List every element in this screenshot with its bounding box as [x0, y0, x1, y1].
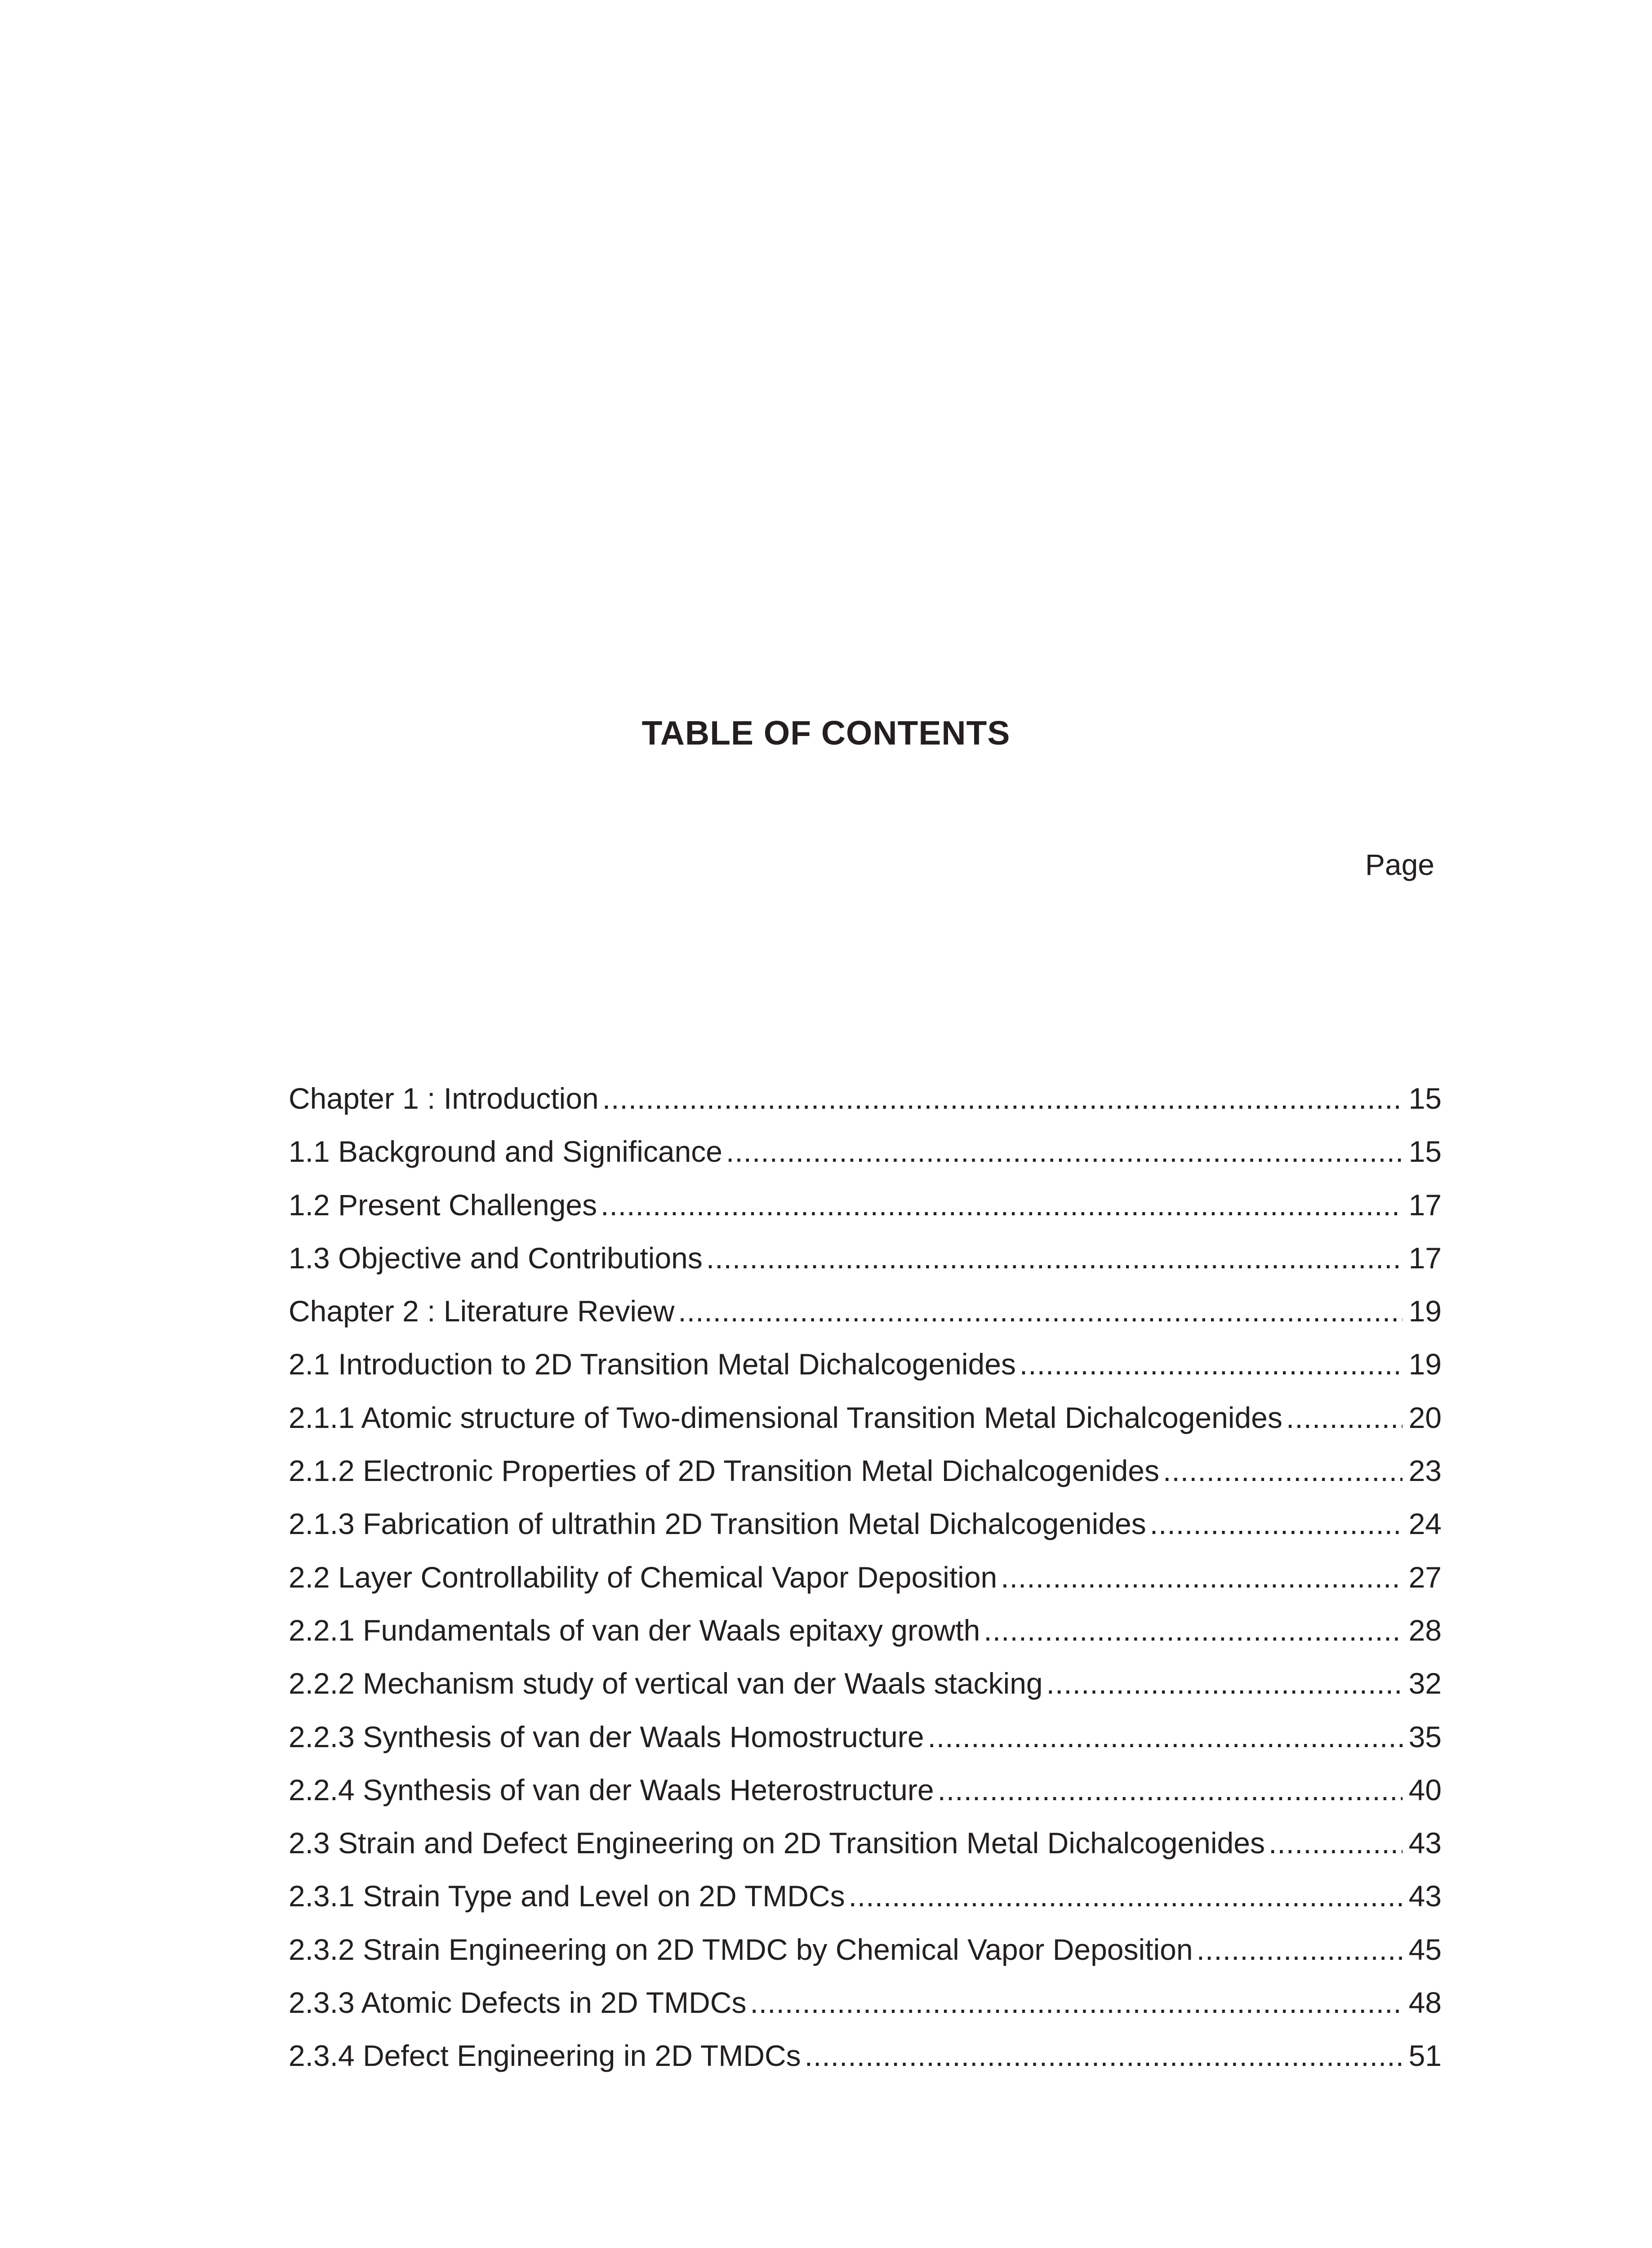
toc-entry[interactable]: [289, 1185, 1442, 1238]
toc-entry-label: 2.3.2 Strain Engineering on 2D TMDC by Chemical Vapor Deposition: [289, 1932, 1193, 1966]
page-column-label: Page: [1365, 848, 1434, 881]
toc-entry[interactable]: [289, 1717, 1442, 1770]
toc-entry-page: 17: [1408, 1188, 1442, 1222]
toc-entry-label: 2.2.3 Synthesis of van der Waals Homostructure: [289, 1720, 924, 1753]
toc-entry[interactable]: [289, 1557, 1442, 1610]
toc-entry-page: 35: [1408, 1720, 1442, 1753]
toc-entry[interactable]: [289, 1397, 1442, 1450]
toc-entry-label: 2.1.2 Electronic Properties of 2D Transition Metal Dichalcogenides: [289, 1454, 1159, 1488]
dot-leader: [849, 1876, 1403, 1916]
toc-entry[interactable]: [289, 1876, 1442, 1929]
dot-leader: [602, 1078, 1403, 1119]
toc-entry-label: 2.2.1 Fundamentals of van der Waals epitaxy growth: [289, 1613, 980, 1647]
dot-leader: [1163, 1450, 1403, 1491]
dot-leader: [678, 1291, 1402, 1331]
toc-entry-label: Chapter 1 : Introduction: [289, 1082, 599, 1115]
toc-entry[interactable]: [289, 1238, 1442, 1291]
toc-entry[interactable]: [289, 1078, 1442, 1131]
toc-list: [289, 1078, 1442, 2089]
toc-entry[interactable]: [289, 1503, 1442, 1557]
dot-leader: [938, 1770, 1403, 1810]
dot-leader: [984, 1610, 1402, 1650]
toc-entry[interactable]: [289, 1344, 1442, 1397]
toc-entry-label: 2.2 Layer Controllability of Chemical Vapor Deposition: [289, 1560, 997, 1594]
toc-entry-page: 43: [1408, 1879, 1442, 1913]
toc-entry-label: Chapter 2 : Literature Review: [289, 1294, 675, 1328]
toc-entry-page: 24: [1408, 1507, 1442, 1541]
dot-leader: [1020, 1344, 1403, 1384]
toc-entry[interactable]: [289, 1823, 1442, 1876]
toc-entry-label: 2.2.2 Mechanism study of vertical van der Waals stacking: [289, 1667, 1043, 1700]
toc-entry-label: 2.3.1 Strain Type and Level on 2D TMDCs: [289, 1879, 845, 1913]
toc-entry-page: 32: [1408, 1667, 1442, 1700]
toc-entry-label: 2.1.3 Fabrication of ultrathin 2D Transition Metal Dichalcogenides: [289, 1507, 1146, 1541]
dot-leader: [706, 1238, 1403, 1278]
dot-leader: [1269, 1823, 1403, 1863]
dot-leader: [601, 1185, 1402, 1225]
toc-entry-page: 19: [1408, 1294, 1442, 1328]
toc-entry-page: 51: [1408, 2039, 1442, 2073]
toc-entry-label: 2.3 Strain and Defect Engineering on 2D Transition Metal Dichalcogenides: [289, 1826, 1265, 1860]
toc-entry-page: 48: [1408, 1986, 1442, 2020]
toc-entry-page: 17: [1408, 1241, 1442, 1275]
dot-leader: [1197, 1929, 1403, 1970]
toc-entry-label: 2.3.4 Defect Engineering in 2D TMDCs: [289, 2039, 801, 2073]
dot-leader: [1286, 1397, 1403, 1438]
toc-entry-page: 45: [1408, 1932, 1442, 1966]
toc-entry-label: 1.3 Objective and Contributions: [289, 1241, 703, 1275]
toc-entry-page: 15: [1408, 1135, 1442, 1169]
dot-leader: [750, 1982, 1402, 2023]
toc-entry-page: 23: [1408, 1454, 1442, 1488]
toc-entry[interactable]: [289, 1982, 1442, 2035]
toc-entry-label: 2.2.4 Synthesis of van der Waals Heterostructure: [289, 1773, 934, 1806]
toc-entry-page: 19: [1408, 1347, 1442, 1381]
toc-entry[interactable]: [289, 1770, 1442, 1823]
toc-entry[interactable]: [289, 1610, 1442, 1663]
toc-entry-page: 28: [1408, 1613, 1442, 1647]
toc-entry-page: 27: [1408, 1560, 1442, 1594]
toc-entry[interactable]: [289, 1450, 1442, 1503]
toc-entry[interactable]: [289, 2035, 1442, 2088]
dot-leader: [805, 2035, 1403, 2076]
dot-leader: [928, 1717, 1403, 1757]
dot-leader: [1001, 1557, 1402, 1597]
toc-entry-label: 2.3.3 Atomic Defects in 2D TMDCs: [289, 1986, 747, 2020]
toc-entry-label: 1.1 Background and Significance: [289, 1135, 722, 1169]
toc-entry-label: 2.1.1 Atomic structure of Two-dimensional Transition Metal Dichalcogenides: [289, 1401, 1282, 1434]
toc-entry-label: 1.2 Present Challenges: [289, 1188, 597, 1222]
toc-entry[interactable]: [289, 1291, 1442, 1344]
toc-entry-page: 15: [1408, 1082, 1442, 1115]
toc-entry[interactable]: [289, 1929, 1442, 1982]
toc-entry-label: 2.1 Introduction to 2D Transition Metal Dichalcogenides: [289, 1347, 1016, 1381]
toc-entry-page: 20: [1408, 1401, 1442, 1434]
dot-leader: [1150, 1503, 1403, 1544]
page-title: TABLE OF CONTENTS: [641, 714, 1011, 752]
toc-entry[interactable]: [289, 1131, 1442, 1184]
toc-entry-page: 40: [1408, 1773, 1442, 1806]
toc-entry-page: 43: [1408, 1826, 1442, 1860]
dot-leader: [1046, 1663, 1403, 1704]
dot-leader: [726, 1131, 1403, 1172]
toc-entry[interactable]: [289, 1663, 1442, 1716]
